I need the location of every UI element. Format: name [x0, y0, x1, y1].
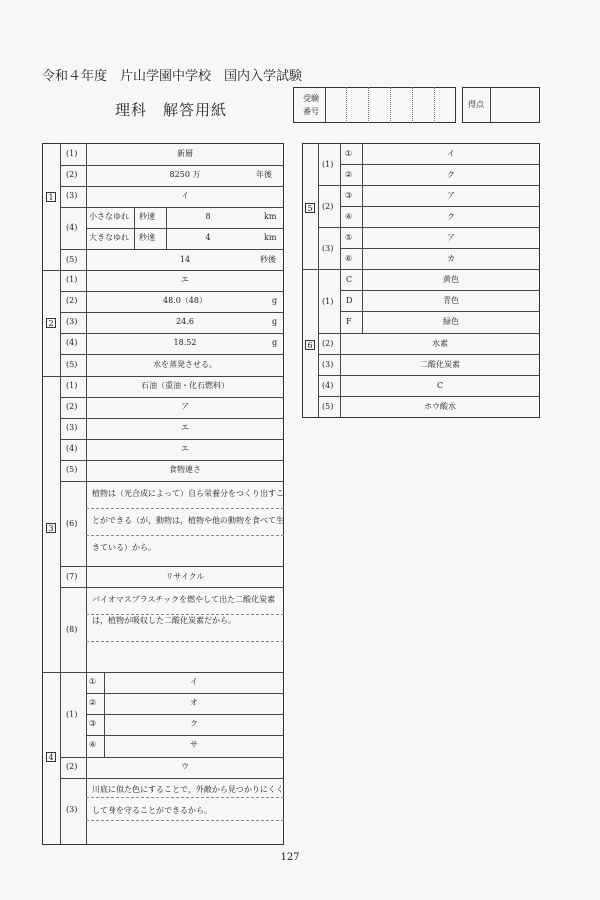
- row-line: [318, 333, 540, 334]
- row-line: [60, 481, 284, 482]
- q2-answer-5[interactable]: 水を蒸発させる。: [153, 360, 217, 369]
- q3-label-3: (3): [66, 423, 78, 432]
- q6-answer-1-f[interactable]: 緑色: [443, 317, 459, 326]
- row-line: [60, 439, 284, 440]
- row-line: [340, 290, 540, 291]
- q3-label-4: (4): [66, 444, 78, 453]
- q6-label-3: (3): [322, 360, 334, 369]
- q6-label-5: (5): [322, 402, 334, 411]
- subcolumn-line: [134, 207, 135, 249]
- q3-label-5: (5): [66, 465, 78, 474]
- q4-answer-1-3[interactable]: ク: [190, 719, 198, 728]
- row-line: [318, 354, 540, 355]
- exam-title: 令和４年度 片山学園中学校 国内入学試験: [42, 69, 303, 84]
- q3-label-1: (1): [66, 381, 78, 390]
- q4-answer-3-line-1[interactable]: 川底に似た色にすることで，外敵から見つかりにくく: [92, 785, 284, 794]
- q2-answer-3[interactable]: 24.6: [176, 317, 194, 326]
- q5-label-1: (1): [322, 160, 334, 169]
- q2-answer-3-unit: g: [272, 317, 278, 326]
- q1-label-5: (5): [66, 255, 78, 264]
- q1-answer-2[interactable]: 8250 万: [169, 170, 201, 179]
- q6-sub-label-f: F: [346, 317, 352, 326]
- question-number-1: 1: [46, 192, 56, 202]
- section-border: [42, 270, 284, 271]
- section-border: [42, 672, 284, 673]
- q1-small-speed-value[interactable]: 8: [205, 212, 211, 221]
- q3-answer-6-line-1[interactable]: 植物は（光合成によって）自ら栄養分をつくり出すこ: [92, 489, 284, 498]
- q1-label-2: (2): [66, 170, 78, 179]
- digit-divider: [434, 87, 435, 123]
- q3-answer-8-line-1[interactable]: バイオマスプラスチックを燃やして出た二酸化炭素: [92, 595, 276, 604]
- row-line: [86, 228, 284, 229]
- q3-label-6: (6): [66, 519, 78, 528]
- digit-divider: [346, 87, 347, 123]
- q3-answer-7[interactable]: リサイクル: [165, 572, 205, 581]
- q5-sub-label-5: ⑤: [345, 233, 353, 242]
- q5-answer-5[interactable]: ア: [447, 233, 455, 242]
- row-line: [60, 778, 284, 779]
- q1-answer-1[interactable]: 新層: [177, 149, 193, 158]
- sheet-title: 理科 解答用紙: [115, 101, 228, 119]
- q4-answer-1-2[interactable]: オ: [190, 698, 198, 707]
- exam-number-label-2: 番号: [303, 107, 319, 116]
- row-line: [60, 757, 284, 758]
- q5-sub-label-1: ①: [345, 149, 353, 158]
- q6-sub-label-d: D: [346, 296, 353, 305]
- q3-label-8: (8): [66, 625, 78, 634]
- q5-sub-label-2: ②: [345, 170, 353, 179]
- q3-answer-1[interactable]: 石油（重油・化石燃料）: [141, 381, 229, 390]
- q5-answer-2[interactable]: ク: [447, 170, 455, 179]
- question-number-2: 2: [46, 318, 56, 328]
- q1-large-speed-value[interactable]: 4: [205, 233, 211, 242]
- q4-label-1: (1): [66, 710, 78, 719]
- writing-guide-line: [86, 820, 284, 821]
- row-line: [340, 206, 540, 207]
- q6-label-1: (1): [322, 297, 334, 306]
- q1-label-1: (1): [66, 149, 78, 158]
- q6-label-4: (4): [322, 381, 334, 390]
- row-line: [60, 397, 284, 398]
- q6-sub-label-c: C: [346, 275, 353, 284]
- q2-answer-2[interactable]: 48.0（48）: [163, 296, 207, 305]
- row-line: [340, 248, 540, 249]
- row-line: [86, 693, 284, 694]
- question-number-6: 6: [305, 340, 315, 350]
- q3-answer-8-line-2[interactable]: は，植物が吸収した二酸化炭素だから。: [92, 616, 236, 625]
- q6-answer-3[interactable]: 二酸化炭素: [420, 360, 460, 369]
- question-number-4: 4: [46, 752, 56, 762]
- q2-answer-4[interactable]: 18.52: [173, 338, 197, 347]
- q2-label-2: (2): [66, 296, 78, 305]
- q3-label-2: (2): [66, 402, 78, 411]
- q4-label-2: (2): [66, 762, 78, 771]
- q4-sub-label-1: ①: [89, 677, 97, 686]
- question-number-5: 5: [305, 203, 315, 213]
- writing-guide-line: [86, 641, 284, 642]
- q5-answer-6[interactable]: カ: [447, 254, 455, 263]
- q3-answer-6-line-3[interactable]: きている）から。: [92, 543, 156, 552]
- q4-sub-label-3: ③: [89, 719, 97, 728]
- q4-answer-1-1[interactable]: イ: [190, 677, 198, 686]
- q3-answer-3[interactable]: エ: [181, 423, 189, 432]
- score-divider: [490, 87, 491, 123]
- row-line: [60, 460, 284, 461]
- q4-sub-label-4: ④: [89, 740, 97, 749]
- q2-label-1: (1): [66, 275, 78, 284]
- score-label: 得点: [468, 100, 484, 109]
- q4-answer-3-line-2[interactable]: して身を守ることができるから。: [92, 806, 212, 815]
- q1-answer-5-unit: 秒後: [260, 255, 276, 264]
- row-line: [60, 186, 284, 187]
- writing-guide-line: [86, 508, 284, 509]
- q1-label-3: (3): [66, 191, 78, 200]
- q3-answer-5[interactable]: 食物連さ: [169, 465, 201, 474]
- writing-guide-line: [86, 797, 284, 798]
- q1-answer-5[interactable]: 14: [179, 255, 191, 264]
- row-line: [86, 714, 284, 715]
- q3-answer-4[interactable]: エ: [181, 444, 189, 453]
- q6-answer-1-d[interactable]: 青色: [443, 296, 459, 305]
- q2-answer-1[interactable]: エ: [181, 275, 189, 284]
- row-line: [318, 396, 540, 397]
- q2-label-3: (3): [66, 317, 78, 326]
- digit-divider: [390, 87, 391, 123]
- q1-label-4: (4): [66, 223, 78, 232]
- row-line: [60, 165, 284, 166]
- q5-answer-1[interactable]: イ: [447, 149, 455, 158]
- row-line: [318, 185, 540, 186]
- exam-number-divider: [325, 87, 326, 123]
- row-line: [60, 291, 284, 292]
- q1-answer-2-unit: 年後: [256, 170, 272, 179]
- q4-label-3: (3): [66, 805, 78, 814]
- q2-answer-4-unit: g: [272, 338, 278, 347]
- q4-answer-1-4[interactable]: サ: [190, 740, 198, 749]
- writing-guide-line: [86, 614, 284, 615]
- row-line: [60, 354, 284, 355]
- q3-answer-6-line-2[interactable]: とができる（が，動物は，植物や他の動物を食べて生: [92, 516, 284, 525]
- question-number-3: 3: [46, 523, 56, 533]
- q1-small-speed-unit: km: [264, 212, 277, 221]
- q1-small-speed-label: 秒速: [139, 212, 155, 221]
- row-line: [318, 375, 540, 376]
- exam-number-box[interactable]: [293, 87, 456, 123]
- q1-answer-3[interactable]: イ: [181, 191, 189, 200]
- q6-answer-1-c[interactable]: 黄色: [443, 275, 459, 284]
- row-line: [60, 312, 284, 313]
- section-border: [42, 376, 284, 377]
- row-line: [60, 587, 284, 588]
- q2-answer-2-unit: g: [272, 296, 278, 305]
- q5-sub-label-6: ⑥: [345, 254, 353, 263]
- q3-label-7: (7): [66, 572, 78, 581]
- q5-sub-label-3: ③: [345, 191, 353, 200]
- digit-divider: [412, 87, 413, 123]
- row-line: [318, 227, 540, 228]
- q6-answer-4[interactable]: C: [436, 381, 444, 390]
- q1-small-wave-label: 小さなゆれ: [89, 212, 129, 221]
- row-line: [60, 566, 284, 567]
- q3-answer-2[interactable]: ア: [181, 402, 189, 411]
- q6-answer-5[interactable]: ホウ酸水: [424, 402, 456, 411]
- q5-answer-3[interactable]: ア: [447, 191, 455, 200]
- row-line: [60, 207, 284, 208]
- q4-answer-2[interactable]: ウ: [181, 762, 189, 771]
- q5-label-3: (3): [322, 244, 334, 253]
- row-line: [60, 333, 284, 334]
- q1-large-speed-unit: km: [264, 233, 277, 242]
- row-line: [60, 418, 284, 419]
- q1-large-speed-label: 秒速: [139, 233, 155, 242]
- exam-number-label: 受験: [303, 94, 319, 103]
- digit-divider: [368, 87, 369, 123]
- writing-guide-line: [86, 535, 284, 536]
- q5-answer-4[interactable]: ク: [447, 212, 455, 221]
- q5-sub-label-4: ④: [345, 212, 353, 221]
- page-number: 127: [280, 852, 300, 863]
- q6-answer-2[interactable]: 水素: [432, 339, 448, 348]
- q1-large-wave-label: 大きなゆれ: [89, 233, 129, 242]
- row-line: [86, 735, 284, 736]
- row-line: [340, 164, 540, 165]
- row-line: [340, 311, 540, 312]
- section-border: [302, 269, 540, 270]
- q2-label-5: (5): [66, 360, 78, 369]
- row-line: [60, 249, 284, 250]
- q6-label-2: (2): [322, 339, 334, 348]
- q2-label-4: (4): [66, 338, 78, 347]
- q4-sub-label-2: ②: [89, 698, 97, 707]
- q5-label-2: (2): [322, 202, 334, 211]
